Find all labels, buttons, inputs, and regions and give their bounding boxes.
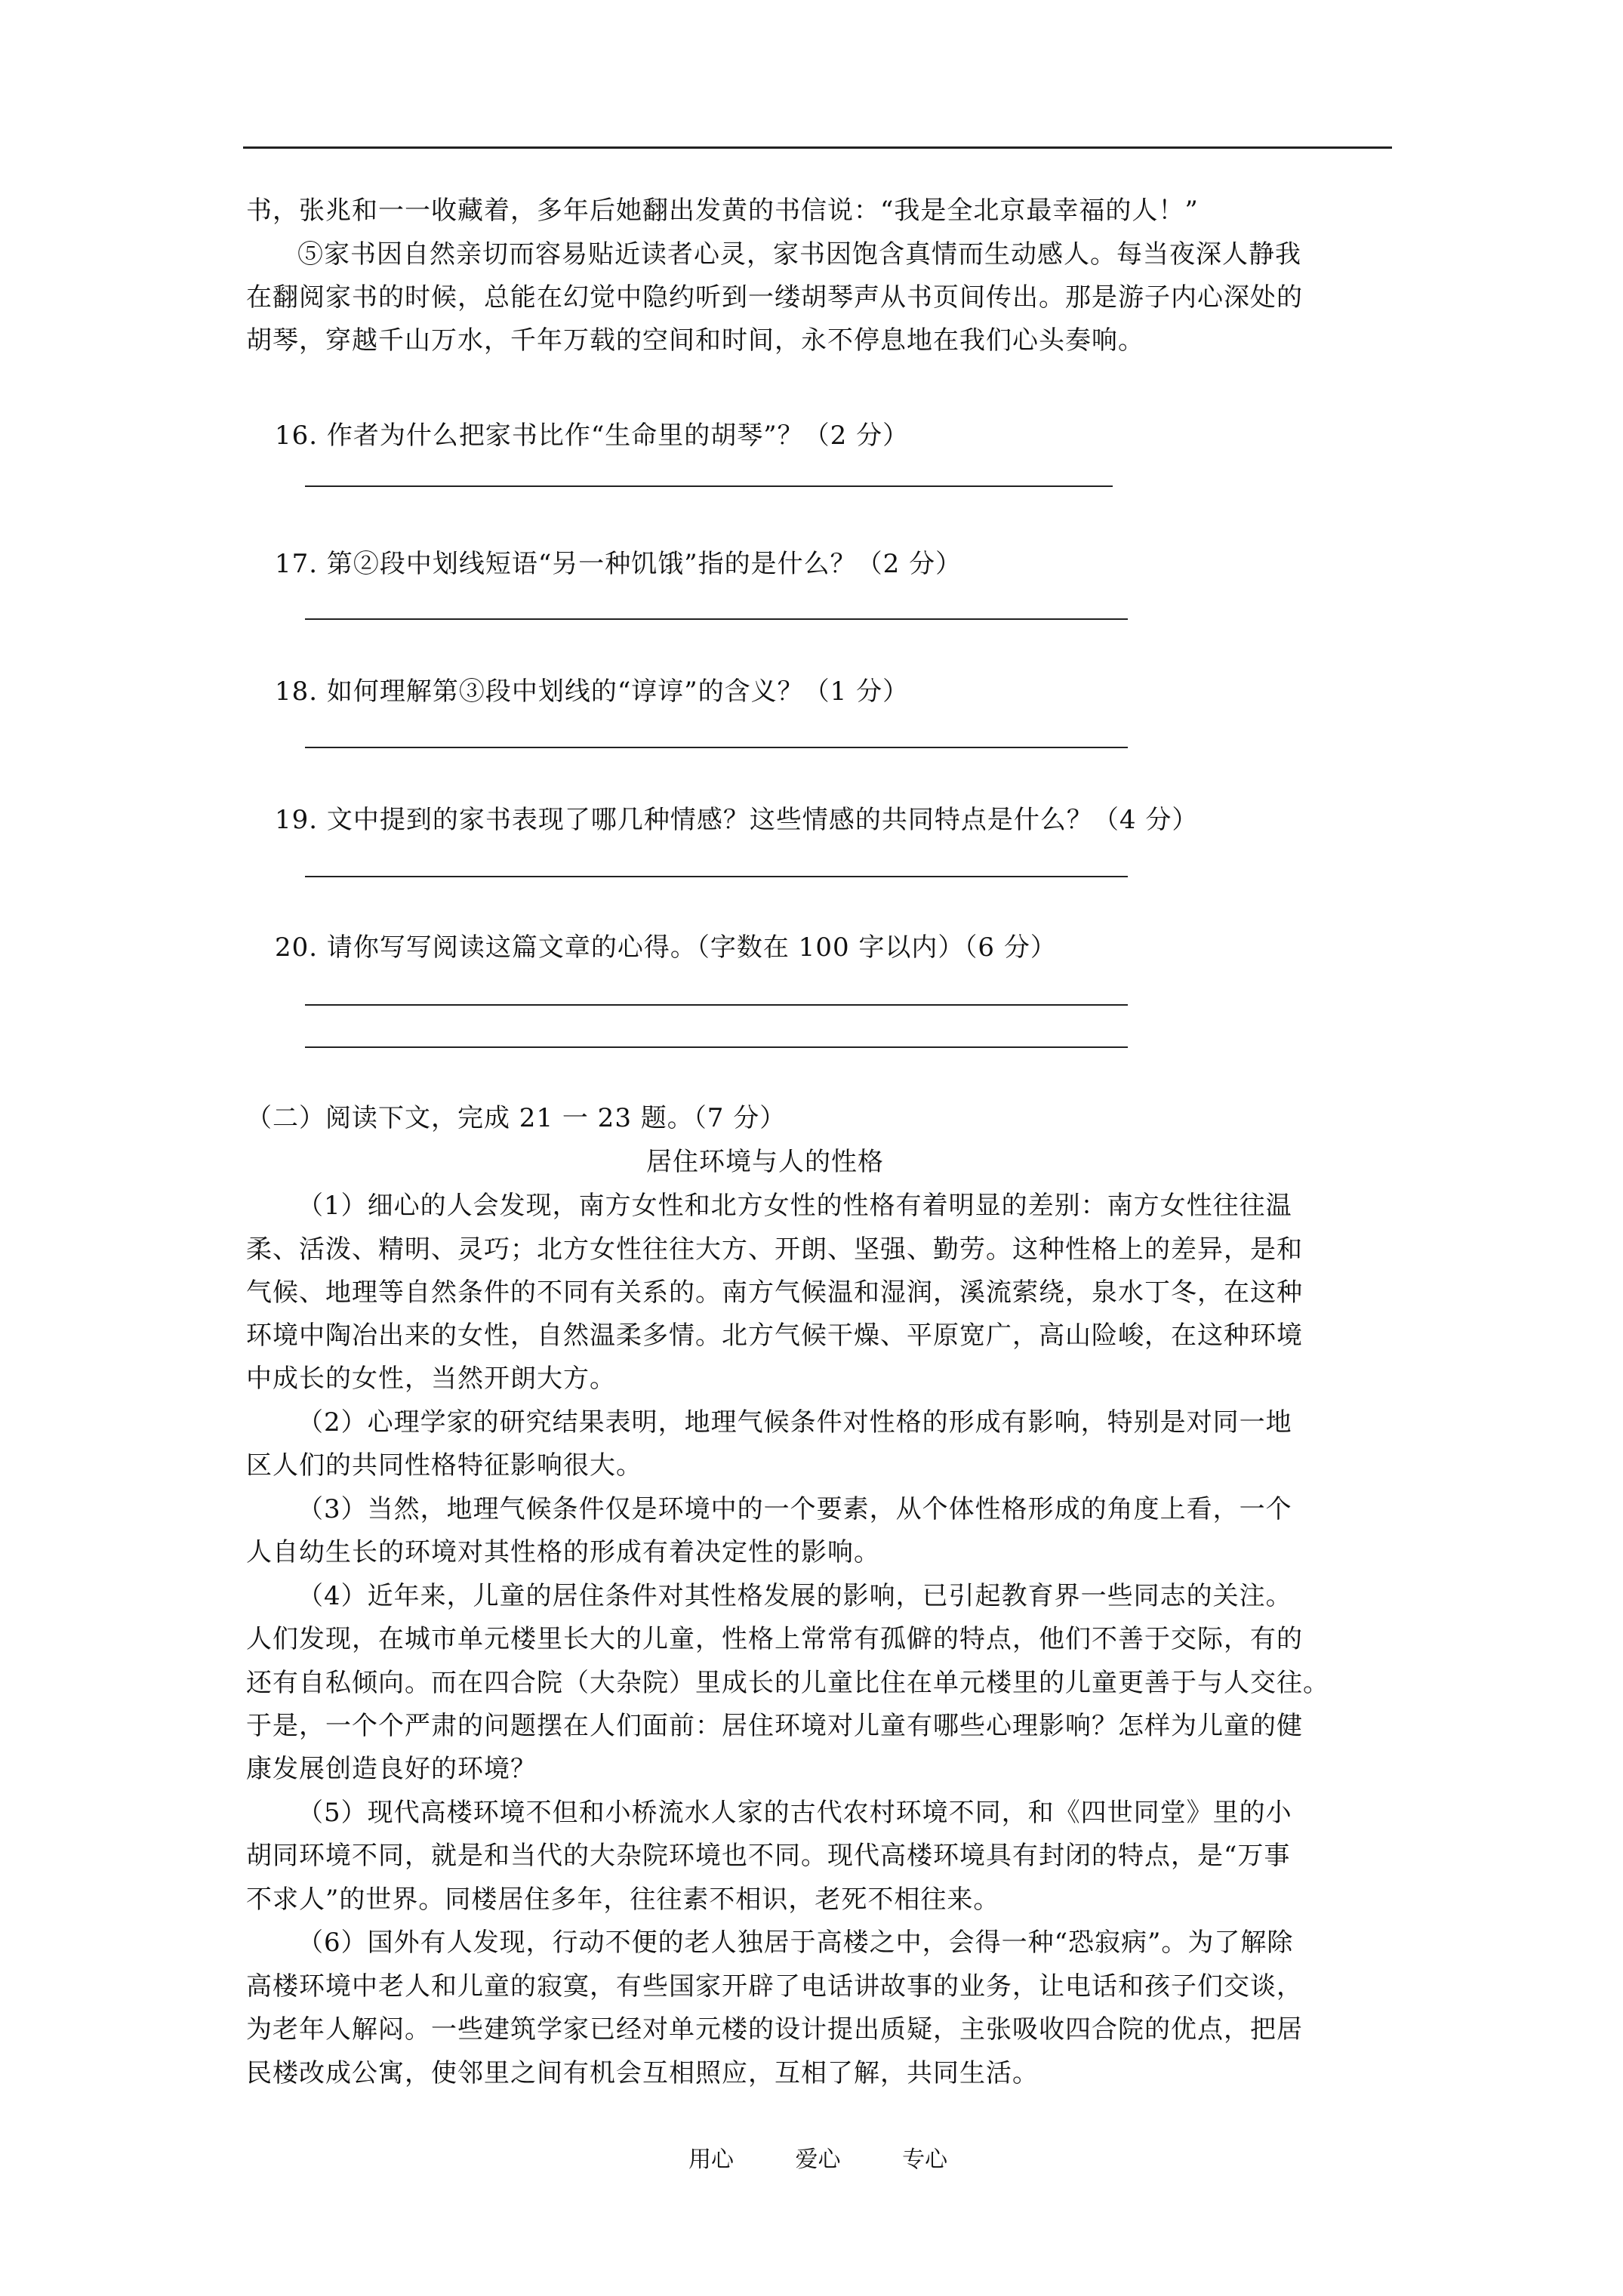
answer-line-16[interactable] — [305, 485, 1113, 487]
answer-line-19[interactable] — [305, 876, 1128, 877]
header-rule — [243, 146, 1392, 149]
passage-line: ⑤家书因自然亲切而容易贴近读者心灵，家书因饱含真情而生动感人。每当夜深人静我 — [297, 239, 1301, 270]
paragraph-line: 民楼改成公寓，使邻里之间有机会互相照应，互相了解，共同生活。 — [246, 2058, 1039, 2088]
paragraph-line: 人们发现，在城市单元楼里长大的儿童，性格上常常有孤僻的特点，他们不善于交际，有的 — [246, 1624, 1303, 1654]
footer-item: 用心 — [688, 2147, 734, 2173]
paragraph-line: 环境中陶冶出来的女性，自然温柔多情。北方气候干燥、平原宽广，高山险峻，在这种环境 — [246, 1321, 1303, 1351]
paragraph-line: 为老年人解闷。一些建筑学家已经对单元楼的设计提出质疑，主张吸收四合院的优点，把居 — [246, 2014, 1303, 2045]
paragraph-line: 柔、活泼、精明、灵巧；北方女性往往大方、开朗、坚强、勤劳。这种性格上的差异，是和 — [246, 1234, 1303, 1265]
article-title: 居住环境与人的性格 — [646, 1147, 884, 1177]
page-footer — [688, 2140, 1002, 2174]
section-instruction: （二）阅读下文，完成 21 一 23 题。（7 分） — [246, 1103, 787, 1133]
passage-line: 书，张兆和一一收藏着，多年后她翻出发黄的书信说：“我是全北京最幸福的人！” — [246, 196, 1199, 226]
paragraph-line: 气候、地理等自然条件的不同有关系的。南方气候温和湿润，溪流萦绕，泉水丁冬，在这种 — [246, 1277, 1303, 1308]
question-19: 19. 文中提到的家书表现了哪几种情感？这些情感的共同特点是什么？（4 分） — [275, 805, 1199, 835]
paragraph-line: 康发展创造良好的环境？ — [246, 1754, 537, 1784]
paragraph-line: 区人们的共同性格特征影响很大。 — [246, 1450, 642, 1481]
passage-line: 胡琴，穿越千山万水，千年万载的空间和时间，永不停息地在我们心头奏响。 — [246, 325, 1144, 356]
question-20: 20. 请你写写阅读这篇文章的心得。（字数在 100 字以内）（6 分） — [275, 932, 1057, 963]
footer-item: 爱心 — [795, 2147, 841, 2173]
paragraph-line: 胡同环境不同，就是和当代的大杂院环境也不同。现代高楼环境具有封闭的特点，是“万事 — [246, 1841, 1291, 1871]
paragraph-line: （2）心理学家的研究结果表明，地理气候条件对性格的形成有影响，特别是对同一地 — [297, 1407, 1292, 1438]
footer-item: 专心 — [902, 2147, 948, 2173]
paragraph-line: 中成长的女性，当然开朗大方。 — [246, 1364, 616, 1394]
paragraph-line: （5）现代高楼环境不但和小桥流水人家的古代农村环境不同，和《四世同堂》里的小 — [297, 1798, 1292, 1828]
paragraph-line: （1）细心的人会发现，南方女性和北方女性的性格有着明显的差别：南方女性往往温 — [297, 1191, 1292, 1221]
question-17: 17. 第②段中划线短语“另一种饥饿”指的是什么？（2 分） — [275, 549, 962, 579]
paragraph-line: 不求人”的世界。同楼居住多年，往往素不相识，老死不相往来。 — [246, 1885, 1000, 1915]
passage-line: 在翻阅家书的时候，总能在幻觉中隐约听到一缕胡琴声从书页间传出。那是游子内心深处的 — [246, 282, 1303, 313]
paragraph-line: 高楼环境中老人和儿童的寂寞，有些国家开辟了电话讲故事的业务，让电话和孩子们交谈， — [246, 1971, 1303, 2002]
paragraph-line: （6）国外有人发现，行动不便的老人独居于高楼之中，会得一种“恐寂病”。为了解除 — [297, 1928, 1294, 1958]
answer-line-20a[interactable] — [305, 1004, 1128, 1006]
paragraph-line: （3）当然，地理气候条件仅是环境中的一个要素，从个体性格形成的角度上看，一个 — [297, 1494, 1292, 1524]
paragraph-line: 还有自私倾向。而在四合院（大杂院）里成长的儿童比住在单元楼里的儿童更善于与人交往。 — [246, 1668, 1329, 1698]
paragraph-line: 人自幼生长的环境对其性格的形成有着决定性的影响。 — [246, 1537, 880, 1567]
question-16: 16. 作者为什么把家书比作“生命里的胡琴”？（2 分） — [275, 421, 910, 451]
answer-line-18[interactable] — [305, 747, 1128, 748]
question-18: 18. 如何理解第③段中划线的“谆谆”的含义？（1 分） — [275, 676, 910, 707]
answer-line-17[interactable] — [305, 618, 1128, 620]
answer-line-20b[interactable] — [305, 1046, 1128, 1048]
paragraph-line: 于是，一个个严肃的问题摆在人们面前：居住环境对儿童有哪些心理影响？怎样为儿童的健 — [246, 1711, 1303, 1741]
paragraph-line: （4）近年来，儿童的居住条件对其性格发展的影响，已引起教育界一些同志的关注。 — [297, 1581, 1292, 1611]
